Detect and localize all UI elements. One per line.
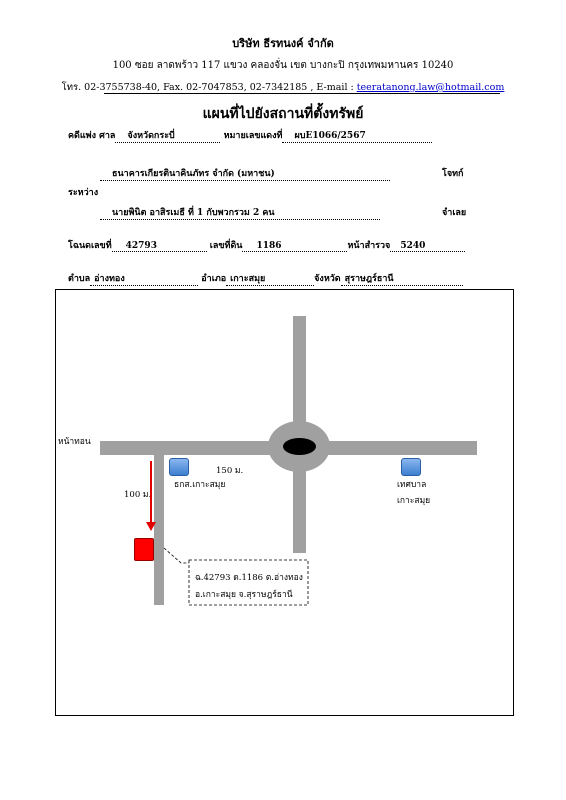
deed-row xyxy=(68,238,465,252)
land-value: 1186 xyxy=(256,241,282,251)
company-address: 100 ซอย ลาดพร้าว 117 แขวง คลองจั่น เขต บางกะปิ กรุงเทพมหานคร 10240 xyxy=(112,60,454,71)
defendant-role: จำเลย xyxy=(442,208,467,218)
case-label: คดีแพ่ง ศาล xyxy=(68,131,116,141)
court-field xyxy=(115,128,220,143)
label-municipality-2: เกาะสมุย xyxy=(397,496,431,506)
survey-field xyxy=(390,241,465,252)
plaintiff-role: โจทก์ xyxy=(442,169,464,179)
defendant-value: นายพินิต อาสิรเมธี ที่ 1 กับพวกรวม 2 คน xyxy=(112,208,275,218)
subdistrict-label: ตำบล xyxy=(68,274,91,284)
callout-line-2: อ.เกาะสมุย จ.สุราษฎร์ธานี xyxy=(195,590,293,600)
label-dist-150: 150 ม. xyxy=(216,466,244,476)
label-municipality-1: เทศบาล xyxy=(397,480,427,490)
redcase-field xyxy=(282,128,432,143)
land-label: เลขที่ดิน xyxy=(209,241,243,251)
survey-label: หน้าสำรวจ xyxy=(347,241,391,251)
label-dist-100: 100 ม. xyxy=(124,490,152,500)
redcase-label: หมายเลขแดงที่ xyxy=(223,131,283,141)
between-label: ระหว่าง xyxy=(68,188,99,198)
plaintiff-row xyxy=(100,166,390,181)
district-label: อำเภอ xyxy=(201,274,227,284)
page-title: แผนที่ไปยังสถานที่ตั้งทรัพย์ xyxy=(202,106,364,122)
plaintiff-value: ธนาคารเกียรตินาคินภัทร จำกัด (มหาชน) xyxy=(112,169,275,179)
province-field xyxy=(341,271,463,286)
label-bank: ธกส.เกาะสมุย xyxy=(174,480,226,490)
header-underline xyxy=(104,93,500,94)
property-marker-icon xyxy=(134,538,154,561)
deed-label: โฉนดเลขที่ xyxy=(68,241,112,251)
land-field xyxy=(242,241,347,252)
province-label: จังหวัด xyxy=(314,274,341,284)
deed-field xyxy=(112,241,207,252)
callout-leader xyxy=(164,548,189,563)
callout-line-1: ฉ.42793 ด.1186 ต.อ่างทอง xyxy=(195,573,303,583)
redcase-value: ผบE1066/2567 xyxy=(294,131,366,141)
defendant-field xyxy=(100,205,380,220)
court-value: จังหวัดกระบี่ xyxy=(127,131,175,141)
subdistrict-field xyxy=(90,271,198,286)
case-row xyxy=(68,128,432,143)
province-value: สุราษฎร์ธานี xyxy=(344,274,394,284)
plaintiff-field xyxy=(100,166,390,181)
subdistrict-value: อ่างทอง xyxy=(94,274,125,284)
defendant-row xyxy=(100,205,380,220)
district-value: เกาะสมุย xyxy=(230,274,266,284)
survey-value: 5240 xyxy=(400,241,426,251)
location-row xyxy=(68,271,463,286)
district-field xyxy=(226,271,314,286)
company-name: บริษัท ธีรทนงค์ จำกัด xyxy=(232,37,334,50)
label-natohn: หน้าทอน xyxy=(58,437,91,447)
contact-email-link[interactable]: teeratanong.law@hotmail.com xyxy=(356,82,505,93)
location-map xyxy=(55,289,514,716)
deed-value: 42793 xyxy=(125,241,157,251)
arrow-head-icon xyxy=(146,522,156,531)
contact-phone-fax: โทร. 02-3755738-40, Fax. 02-7047853, 02-7342185 , E-mail : xyxy=(61,82,357,93)
map-overlay xyxy=(56,290,513,715)
